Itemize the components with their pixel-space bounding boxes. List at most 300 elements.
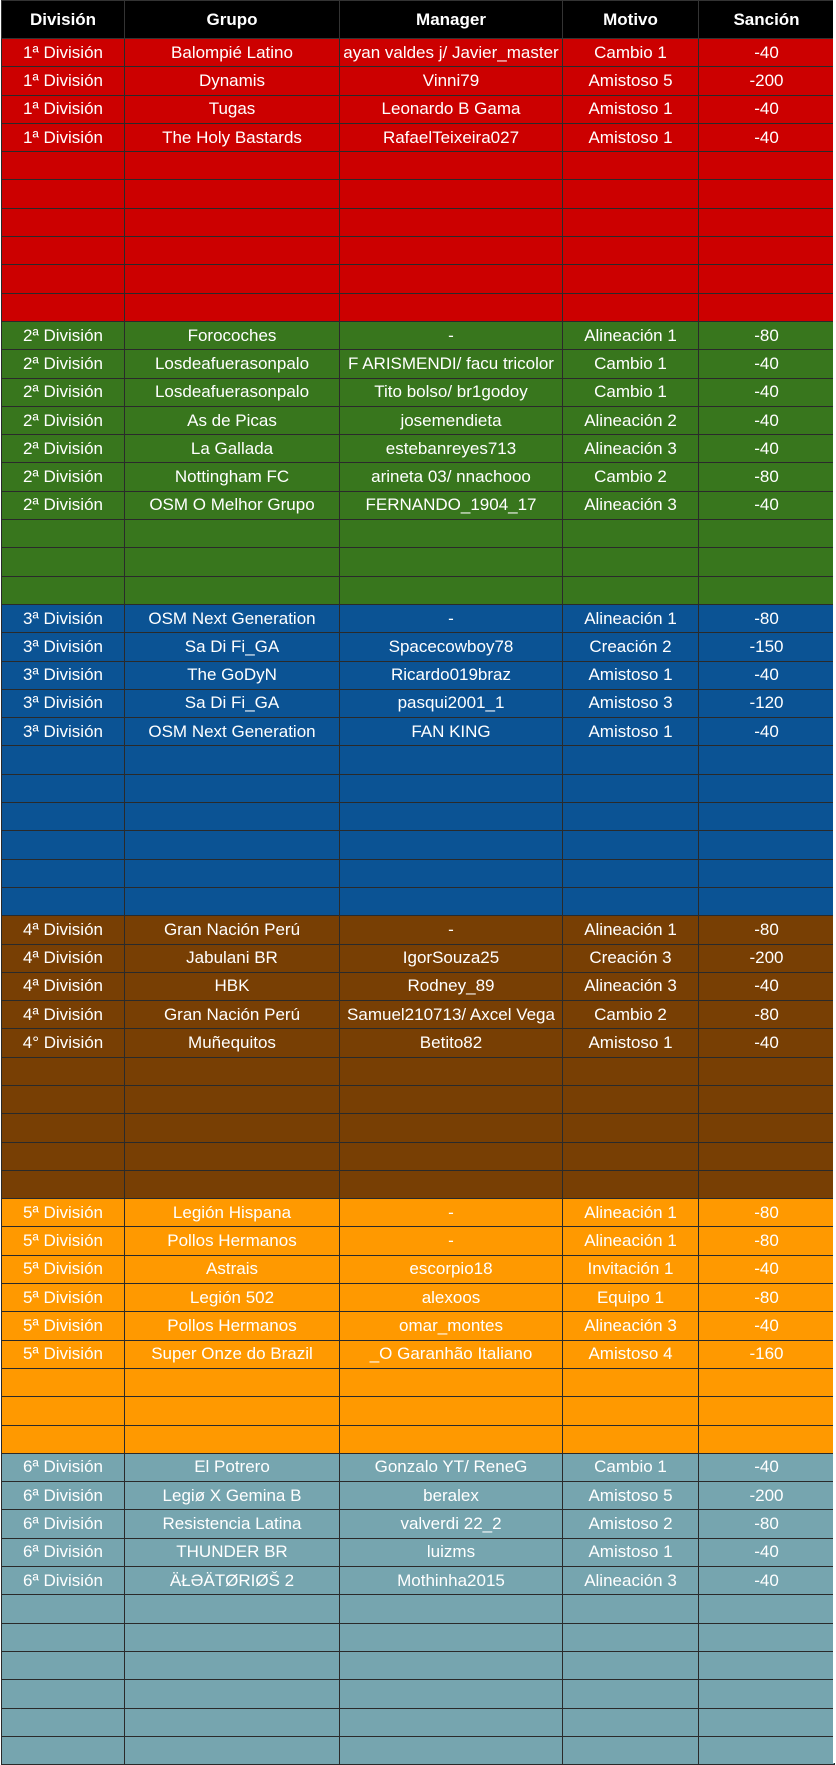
empty-cell[interactable] [2, 1623, 125, 1651]
empty-cell[interactable] [125, 265, 340, 293]
empty-cell[interactable] [340, 1680, 563, 1708]
empty-cell[interactable] [340, 1170, 563, 1198]
sancion-cell[interactable]: -40 [699, 1255, 835, 1283]
empty-cell[interactable] [340, 1595, 563, 1623]
motivo-cell[interactable]: Cambio 2 [563, 1001, 699, 1029]
grupo-cell[interactable]: Legión Hispana [125, 1199, 340, 1227]
division-cell[interactable]: 4ª División [2, 916, 125, 944]
sancion-cell[interactable]: -80 [699, 1510, 835, 1538]
empty-cell[interactable] [2, 887, 125, 915]
motivo-cell[interactable]: Amistoso 3 [563, 689, 699, 717]
motivo-cell[interactable]: Alineación 1 [563, 1199, 699, 1227]
empty-cell[interactable] [340, 1623, 563, 1651]
sancion-cell[interactable]: -40 [699, 378, 835, 406]
manager-cell[interactable]: - [340, 604, 563, 632]
grupo-cell[interactable]: Dynamis [125, 67, 340, 95]
division-cell[interactable]: 5ª División [2, 1227, 125, 1255]
grupo-cell[interactable]: Nottingham FC [125, 463, 340, 491]
empty-cell[interactable] [699, 774, 835, 802]
manager-cell[interactable]: FERNANDO_1904_17 [340, 491, 563, 519]
grupo-cell[interactable]: Super Onze do Brazil [125, 1340, 340, 1368]
empty-cell[interactable] [125, 831, 340, 859]
sancion-cell[interactable]: -80 [699, 916, 835, 944]
division-cell[interactable]: 2ª División [2, 350, 125, 378]
motivo-cell[interactable]: Amistoso 1 [563, 661, 699, 689]
empty-cell[interactable] [340, 746, 563, 774]
header-grupo[interactable]: Grupo [125, 1, 340, 39]
empty-cell[interactable] [2, 237, 125, 265]
empty-cell[interactable] [125, 1651, 340, 1679]
empty-cell[interactable] [563, 548, 699, 576]
division-cell[interactable]: 4ª División [2, 1001, 125, 1029]
sancion-cell[interactable]: -80 [699, 321, 835, 349]
motivo-cell[interactable]: Alineación 3 [563, 1312, 699, 1340]
division-cell[interactable]: 4ª División [2, 944, 125, 972]
empty-cell[interactable] [125, 520, 340, 548]
empty-cell[interactable] [563, 1368, 699, 1396]
empty-cell[interactable] [340, 1085, 563, 1113]
empty-cell[interactable] [125, 548, 340, 576]
empty-cell[interactable] [699, 1708, 835, 1736]
empty-cell[interactable] [340, 1114, 563, 1142]
empty-cell[interactable] [125, 180, 340, 208]
motivo-cell[interactable]: Amistoso 1 [563, 718, 699, 746]
grupo-cell[interactable]: Sa Di Fi_GA [125, 633, 340, 661]
grupo-cell[interactable]: Legión 502 [125, 1284, 340, 1312]
empty-cell[interactable] [340, 152, 563, 180]
empty-cell[interactable] [2, 1085, 125, 1113]
grupo-cell[interactable]: La Gallada [125, 435, 340, 463]
empty-cell[interactable] [563, 1142, 699, 1170]
empty-cell[interactable] [563, 1708, 699, 1736]
sancion-cell[interactable]: -200 [699, 944, 835, 972]
sancion-cell[interactable]: -200 [699, 67, 835, 95]
manager-cell[interactable]: - [340, 1227, 563, 1255]
empty-cell[interactable] [699, 265, 835, 293]
empty-cell[interactable] [125, 1170, 340, 1198]
division-cell[interactable]: 2ª División [2, 491, 125, 519]
empty-cell[interactable] [563, 576, 699, 604]
empty-cell[interactable] [340, 1651, 563, 1679]
division-cell[interactable]: 2ª División [2, 378, 125, 406]
grupo-cell[interactable]: Tugas [125, 95, 340, 123]
manager-cell[interactable]: FAN KING [340, 718, 563, 746]
motivo-cell[interactable]: Invitación 1 [563, 1255, 699, 1283]
grupo-cell[interactable]: Pollos Hermanos [125, 1227, 340, 1255]
empty-cell[interactable] [2, 1368, 125, 1396]
manager-cell[interactable]: valverdi 22_2 [340, 1510, 563, 1538]
division-cell[interactable]: 1ª División [2, 123, 125, 151]
empty-cell[interactable] [563, 237, 699, 265]
motivo-cell[interactable]: Alineación 3 [563, 1567, 699, 1595]
empty-cell[interactable] [125, 1595, 340, 1623]
division-cell[interactable]: 5ª División [2, 1312, 125, 1340]
empty-cell[interactable] [699, 1680, 835, 1708]
motivo-cell[interactable]: Equipo 1 [563, 1284, 699, 1312]
division-cell[interactable]: 3ª División [2, 661, 125, 689]
header-manager[interactable]: Manager [340, 1, 563, 39]
empty-cell[interactable] [340, 1425, 563, 1453]
empty-cell[interactable] [340, 803, 563, 831]
division-cell[interactable]: 6ª División [2, 1482, 125, 1510]
sancion-cell[interactable]: -40 [699, 95, 835, 123]
grupo-cell[interactable]: As de Picas [125, 406, 340, 434]
empty-cell[interactable] [699, 520, 835, 548]
empty-cell[interactable] [125, 576, 340, 604]
division-cell[interactable]: 5ª División [2, 1340, 125, 1368]
empty-cell[interactable] [340, 1708, 563, 1736]
empty-cell[interactable] [125, 774, 340, 802]
empty-cell[interactable] [2, 831, 125, 859]
motivo-cell[interactable]: Alineación 3 [563, 491, 699, 519]
empty-cell[interactable] [699, 1736, 835, 1764]
grupo-cell[interactable]: Losdeafuerasonpalo [125, 350, 340, 378]
empty-cell[interactable] [2, 152, 125, 180]
motivo-cell[interactable]: Amistoso 1 [563, 1538, 699, 1566]
grupo-cell[interactable]: Forocoches [125, 321, 340, 349]
sancion-cell[interactable]: -80 [699, 1227, 835, 1255]
sancion-cell[interactable]: -40 [699, 406, 835, 434]
empty-cell[interactable] [340, 293, 563, 321]
division-cell[interactable]: 5ª División [2, 1255, 125, 1283]
empty-cell[interactable] [699, 152, 835, 180]
empty-cell[interactable] [125, 1397, 340, 1425]
empty-cell[interactable] [2, 1736, 125, 1764]
grupo-cell[interactable]: Gran Nación Perú [125, 1001, 340, 1029]
manager-cell[interactable]: Ricardo019braz [340, 661, 563, 689]
empty-cell[interactable] [563, 265, 699, 293]
manager-cell[interactable]: Spacecowboy78 [340, 633, 563, 661]
sancion-cell[interactable]: -200 [699, 1482, 835, 1510]
manager-cell[interactable]: Leonardo B Gama [340, 95, 563, 123]
manager-cell[interactable]: pasqui2001_1 [340, 689, 563, 717]
empty-cell[interactable] [125, 1680, 340, 1708]
division-cell[interactable]: 2ª División [2, 435, 125, 463]
empty-cell[interactable] [699, 180, 835, 208]
sancion-cell[interactable]: -80 [699, 463, 835, 491]
division-cell[interactable]: 1ª División [2, 95, 125, 123]
motivo-cell[interactable]: Alineación 1 [563, 321, 699, 349]
sancion-cell[interactable]: -40 [699, 39, 835, 67]
empty-cell[interactable] [2, 774, 125, 802]
empty-cell[interactable] [699, 1142, 835, 1170]
empty-cell[interactable] [340, 859, 563, 887]
manager-cell[interactable]: F ARISMENDI/ facu tricolor [340, 350, 563, 378]
grupo-cell[interactable]: OSM O Melhor Grupo [125, 491, 340, 519]
grupo-cell[interactable]: Pollos Hermanos [125, 1312, 340, 1340]
motivo-cell[interactable]: Alineación 3 [563, 435, 699, 463]
grupo-cell[interactable]: The GoDyN [125, 661, 340, 689]
manager-cell[interactable]: Betito82 [340, 1029, 563, 1057]
manager-cell[interactable]: beralex [340, 1482, 563, 1510]
manager-cell[interactable]: Tito bolso/ br1godoy [340, 378, 563, 406]
empty-cell[interactable] [699, 1170, 835, 1198]
empty-cell[interactable] [340, 831, 563, 859]
empty-cell[interactable] [563, 859, 699, 887]
manager-cell[interactable]: arineta 03/ nnachooo [340, 463, 563, 491]
empty-cell[interactable] [563, 1595, 699, 1623]
empty-cell[interactable] [340, 1397, 563, 1425]
empty-cell[interactable] [125, 1708, 340, 1736]
empty-cell[interactable] [125, 293, 340, 321]
empty-cell[interactable] [699, 237, 835, 265]
manager-cell[interactable]: josemendieta [340, 406, 563, 434]
empty-cell[interactable] [2, 293, 125, 321]
manager-cell[interactable]: ayan valdes j/ Javier_master [340, 39, 563, 67]
motivo-cell[interactable]: Creación 2 [563, 633, 699, 661]
sancion-cell[interactable]: -150 [699, 633, 835, 661]
empty-cell[interactable] [125, 1142, 340, 1170]
empty-cell[interactable] [125, 803, 340, 831]
division-cell[interactable]: 6ª División [2, 1453, 125, 1481]
empty-cell[interactable] [563, 1397, 699, 1425]
empty-cell[interactable] [563, 1623, 699, 1651]
manager-cell[interactable]: Rodney_89 [340, 972, 563, 1000]
grupo-cell[interactable]: OSM Next Generation [125, 604, 340, 632]
sancion-cell[interactable]: -40 [699, 1567, 835, 1595]
empty-cell[interactable] [340, 520, 563, 548]
grupo-cell[interactable]: ÄŁƏÄTØRIØŠ 2 [125, 1567, 340, 1595]
empty-cell[interactable] [563, 831, 699, 859]
grupo-cell[interactable]: Legiø X Gemina B [125, 1482, 340, 1510]
empty-cell[interactable] [699, 746, 835, 774]
motivo-cell[interactable]: Alineación 1 [563, 916, 699, 944]
grupo-cell[interactable]: Astrais [125, 1255, 340, 1283]
grupo-cell[interactable]: Losdeafuerasonpalo [125, 378, 340, 406]
empty-cell[interactable] [699, 859, 835, 887]
empty-cell[interactable] [699, 1057, 835, 1085]
empty-cell[interactable] [125, 1085, 340, 1113]
empty-cell[interactable] [699, 803, 835, 831]
empty-cell[interactable] [125, 859, 340, 887]
motivo-cell[interactable]: Cambio 2 [563, 463, 699, 491]
motivo-cell[interactable]: Alineación 2 [563, 406, 699, 434]
empty-cell[interactable] [699, 1623, 835, 1651]
sancion-cell[interactable]: -40 [699, 123, 835, 151]
manager-cell[interactable]: escorpio18 [340, 1255, 563, 1283]
manager-cell[interactable]: Vinni79 [340, 67, 563, 95]
empty-cell[interactable] [563, 1114, 699, 1142]
empty-cell[interactable] [340, 208, 563, 236]
empty-cell[interactable] [699, 1085, 835, 1113]
empty-cell[interactable] [2, 1397, 125, 1425]
empty-cell[interactable] [699, 548, 835, 576]
sancion-cell[interactable]: -40 [699, 350, 835, 378]
empty-cell[interactable] [563, 293, 699, 321]
empty-cell[interactable] [340, 1736, 563, 1764]
division-cell[interactable]: 3ª División [2, 633, 125, 661]
empty-cell[interactable] [2, 1142, 125, 1170]
empty-cell[interactable] [699, 887, 835, 915]
empty-cell[interactable] [340, 774, 563, 802]
header-sancion[interactable]: Sanción [699, 1, 835, 39]
header-motivo[interactable]: Motivo [563, 1, 699, 39]
division-cell[interactable]: 6ª División [2, 1567, 125, 1595]
grupo-cell[interactable]: OSM Next Generation [125, 718, 340, 746]
empty-cell[interactable] [2, 1170, 125, 1198]
empty-cell[interactable] [699, 1397, 835, 1425]
empty-cell[interactable] [699, 1595, 835, 1623]
manager-cell[interactable]: - [340, 1199, 563, 1227]
motivo-cell[interactable]: Alineación 1 [563, 604, 699, 632]
grupo-cell[interactable]: HBK [125, 972, 340, 1000]
manager-cell[interactable]: omar_montes [340, 1312, 563, 1340]
division-cell[interactable]: 5ª División [2, 1284, 125, 1312]
motivo-cell[interactable]: Cambio 1 [563, 1453, 699, 1481]
motivo-cell[interactable]: Amistoso 2 [563, 1510, 699, 1538]
empty-cell[interactable] [699, 293, 835, 321]
grupo-cell[interactable]: El Potrero [125, 1453, 340, 1481]
empty-cell[interactable] [340, 1368, 563, 1396]
motivo-cell[interactable]: Amistoso 4 [563, 1340, 699, 1368]
motivo-cell[interactable]: Cambio 1 [563, 350, 699, 378]
empty-cell[interactable] [563, 1170, 699, 1198]
grupo-cell[interactable]: Gran Nación Perú [125, 916, 340, 944]
manager-cell[interactable]: - [340, 321, 563, 349]
division-cell[interactable]: 3ª División [2, 718, 125, 746]
motivo-cell[interactable]: Amistoso 1 [563, 123, 699, 151]
grupo-cell[interactable]: Jabulani BR [125, 944, 340, 972]
empty-cell[interactable] [340, 548, 563, 576]
motivo-cell[interactable]: Amistoso 5 [563, 1482, 699, 1510]
manager-cell[interactable]: alexoos [340, 1284, 563, 1312]
manager-cell[interactable]: Samuel210713/ Axcel Vega [340, 1001, 563, 1029]
empty-cell[interactable] [340, 1057, 563, 1085]
manager-cell[interactable]: Gonzalo YT/ ReneG [340, 1453, 563, 1481]
division-cell[interactable]: 2ª División [2, 406, 125, 434]
empty-cell[interactable] [2, 180, 125, 208]
empty-cell[interactable] [563, 1085, 699, 1113]
sancion-cell[interactable]: -40 [699, 1538, 835, 1566]
empty-cell[interactable] [563, 1057, 699, 1085]
grupo-cell[interactable]: Sa Di Fi_GA [125, 689, 340, 717]
empty-cell[interactable] [340, 1142, 563, 1170]
sancion-cell[interactable]: -40 [699, 972, 835, 1000]
empty-cell[interactable] [2, 1595, 125, 1623]
division-cell[interactable]: 2ª División [2, 463, 125, 491]
empty-cell[interactable] [340, 180, 563, 208]
motivo-cell[interactable]: Creación 3 [563, 944, 699, 972]
division-cell[interactable]: 1ª División [2, 39, 125, 67]
empty-cell[interactable] [2, 208, 125, 236]
division-cell[interactable]: 2ª División [2, 321, 125, 349]
empty-cell[interactable] [125, 152, 340, 180]
empty-cell[interactable] [2, 548, 125, 576]
empty-cell[interactable] [2, 520, 125, 548]
grupo-cell[interactable]: Resistencia Latina [125, 1510, 340, 1538]
empty-cell[interactable] [340, 265, 563, 293]
manager-cell[interactable]: RafaelTeixeira027 [340, 123, 563, 151]
empty-cell[interactable] [699, 208, 835, 236]
empty-cell[interactable] [125, 1425, 340, 1453]
motivo-cell[interactable]: Amistoso 1 [563, 1029, 699, 1057]
division-cell[interactable]: 4° División [2, 1029, 125, 1057]
empty-cell[interactable] [340, 237, 563, 265]
empty-cell[interactable] [563, 1736, 699, 1764]
manager-cell[interactable]: estebanreyes713 [340, 435, 563, 463]
empty-cell[interactable] [2, 1114, 125, 1142]
empty-cell[interactable] [125, 1114, 340, 1142]
empty-cell[interactable] [125, 746, 340, 774]
empty-cell[interactable] [2, 746, 125, 774]
empty-cell[interactable] [563, 1680, 699, 1708]
division-cell[interactable]: 5ª División [2, 1199, 125, 1227]
empty-cell[interactable] [125, 208, 340, 236]
grupo-cell[interactable]: THUNDER BR [125, 1538, 340, 1566]
grupo-cell[interactable]: The Holy Bastards [125, 123, 340, 151]
sancion-cell[interactable]: -80 [699, 1001, 835, 1029]
empty-cell[interactable] [699, 831, 835, 859]
empty-cell[interactable] [2, 1708, 125, 1736]
empty-cell[interactable] [563, 208, 699, 236]
division-cell[interactable]: 6ª División [2, 1510, 125, 1538]
empty-cell[interactable] [563, 803, 699, 831]
sancion-cell[interactable]: -40 [699, 1312, 835, 1340]
manager-cell[interactable]: luizms [340, 1538, 563, 1566]
division-cell[interactable]: 6ª División [2, 1538, 125, 1566]
manager-cell[interactable]: IgorSouza25 [340, 944, 563, 972]
empty-cell[interactable] [340, 887, 563, 915]
motivo-cell[interactable]: Amistoso 5 [563, 67, 699, 95]
empty-cell[interactable] [2, 1057, 125, 1085]
empty-cell[interactable] [125, 1057, 340, 1085]
empty-cell[interactable] [125, 887, 340, 915]
empty-cell[interactable] [563, 774, 699, 802]
sancion-cell[interactable]: -80 [699, 1199, 835, 1227]
division-cell[interactable]: 1ª División [2, 67, 125, 95]
empty-cell[interactable] [2, 576, 125, 604]
empty-cell[interactable] [2, 803, 125, 831]
motivo-cell[interactable]: Cambio 1 [563, 39, 699, 67]
empty-cell[interactable] [2, 1680, 125, 1708]
sancion-cell[interactable]: -40 [699, 1453, 835, 1481]
empty-cell[interactable] [699, 1114, 835, 1142]
empty-cell[interactable] [699, 1651, 835, 1679]
empty-cell[interactable] [125, 1736, 340, 1764]
empty-cell[interactable] [2, 265, 125, 293]
sancion-cell[interactable]: -40 [699, 491, 835, 519]
sancion-cell[interactable]: -40 [699, 718, 835, 746]
sancion-cell[interactable]: -80 [699, 1284, 835, 1312]
manager-cell[interactable]: - [340, 916, 563, 944]
sancion-cell[interactable]: -40 [699, 661, 835, 689]
empty-cell[interactable] [563, 746, 699, 774]
empty-cell[interactable] [340, 576, 563, 604]
empty-cell[interactable] [563, 1651, 699, 1679]
motivo-cell[interactable]: Alineación 3 [563, 972, 699, 1000]
empty-cell[interactable] [125, 237, 340, 265]
division-cell[interactable]: 3ª División [2, 604, 125, 632]
motivo-cell[interactable]: Amistoso 1 [563, 95, 699, 123]
sancion-cell[interactable]: -120 [699, 689, 835, 717]
grupo-cell[interactable]: Balompié Latino [125, 39, 340, 67]
grupo-cell[interactable]: Muñequitos [125, 1029, 340, 1057]
manager-cell[interactable]: _O Garanhão Italiano [340, 1340, 563, 1368]
sancion-cell[interactable]: -40 [699, 435, 835, 463]
sancion-cell[interactable]: -80 [699, 604, 835, 632]
motivo-cell[interactable]: Alineación 1 [563, 1227, 699, 1255]
header-division[interactable]: División [2, 1, 125, 39]
motivo-cell[interactable]: Cambio 1 [563, 378, 699, 406]
empty-cell[interactable] [563, 152, 699, 180]
empty-cell[interactable] [699, 1368, 835, 1396]
empty-cell[interactable] [2, 859, 125, 887]
manager-cell[interactable]: Mothinha2015 [340, 1567, 563, 1595]
empty-cell[interactable] [699, 1425, 835, 1453]
sancion-cell[interactable]: -160 [699, 1340, 835, 1368]
division-cell[interactable]: 3ª División [2, 689, 125, 717]
empty-cell[interactable] [563, 180, 699, 208]
